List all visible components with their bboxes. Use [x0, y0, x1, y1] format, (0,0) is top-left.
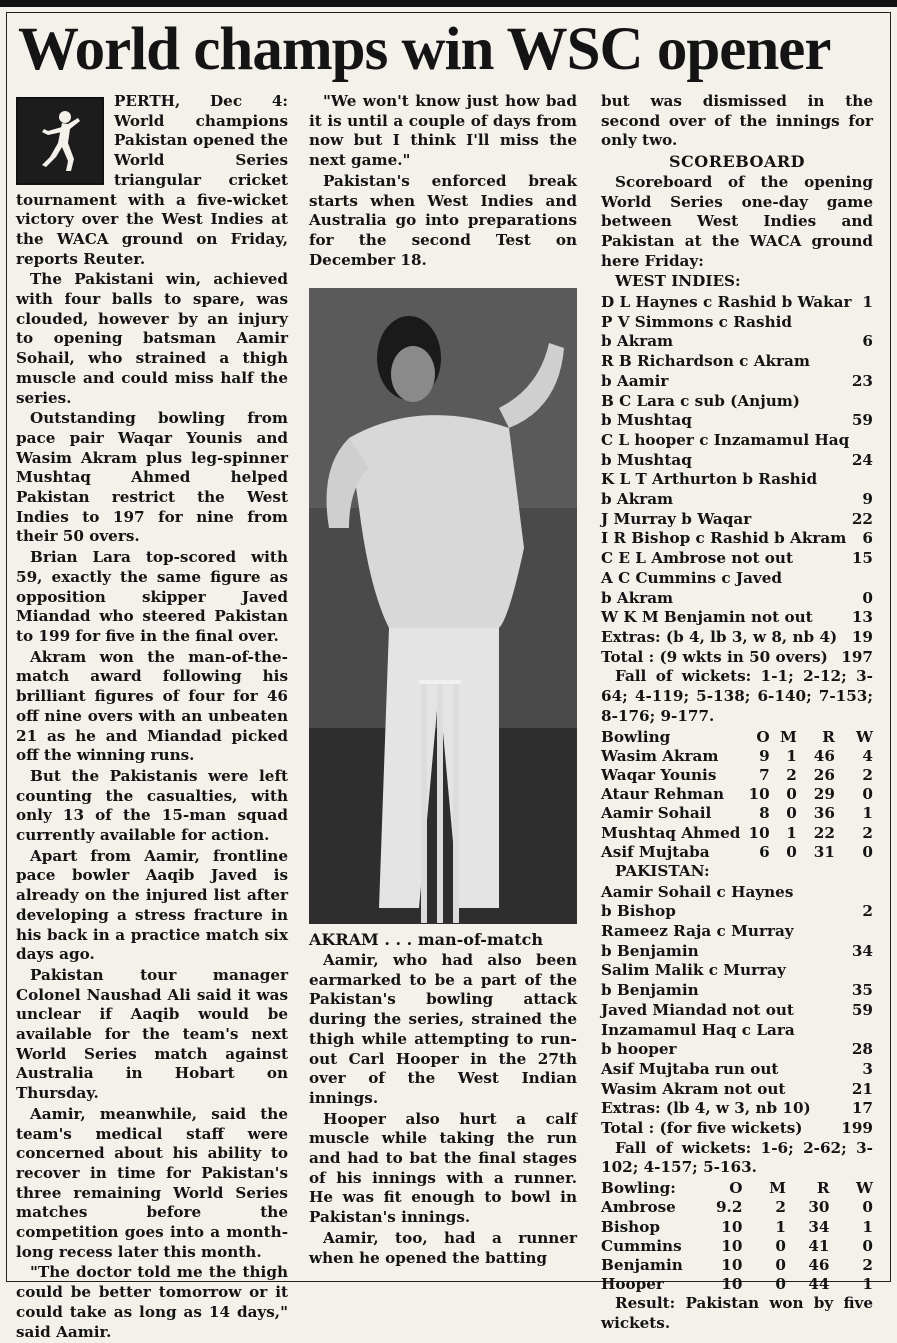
article-paragraph: Aamir, who had also been earmarked to be a part of the Pakistan's bowling attack during the series, strained the thigh while attempting to run-out Carl Hooper in the 27th over of the West Indian innings. — [309, 951, 577, 1107]
bowling-cell: 31 — [813, 842, 835, 861]
batsman-dismissal: D L Haynes c Rashid b Wakar — [601, 293, 852, 312]
batsman-runs: 34 — [851, 941, 873, 960]
bowling-row — [601, 747, 873, 766]
batsman-dismissal: Extras: (b 4, lb 3, w 8, nb 4) — [601, 627, 838, 646]
batting-line — [601, 569, 873, 589]
batsman-runs — [867, 569, 873, 589]
batting-line — [601, 529, 873, 549]
batting-line — [601, 628, 873, 648]
batsman-runs — [867, 961, 873, 981]
batting-line — [601, 490, 873, 510]
column-1 — [16, 92, 288, 1343]
batting-line — [601, 648, 873, 668]
batting-line — [601, 1099, 873, 1119]
bowling-header-cell: R — [816, 1179, 830, 1198]
batting-line — [601, 293, 873, 313]
batting-line — [601, 589, 873, 609]
bowling-cell: 10 — [748, 823, 770, 842]
batting-line — [601, 981, 873, 1001]
bowling-cell: 1 — [862, 1217, 873, 1236]
batsman-runs: 9 — [862, 490, 873, 509]
bowler-silhouette-icon — [18, 99, 102, 183]
bowling-cell: 0 — [862, 842, 873, 861]
article-paragraph: PERTH, Dec 4: World champions Pakistan opened the World Series triangular cricket tournament with a five-wicket victory over the West Indies at the WACA ground on Friday, reports Reuter. — [16, 92, 288, 268]
column-2-top — [309, 92, 577, 270]
bowling-cell: Cummins — [601, 1236, 682, 1255]
bowling-cell: 0 — [862, 785, 873, 804]
bowling-cell: 0 — [786, 842, 797, 861]
batsman-runs: 13 — [851, 608, 873, 627]
batsman-dismissal: b Benjamin — [601, 941, 699, 960]
bowling-cell: Wasim Akram — [601, 746, 719, 765]
batsman-runs: 21 — [851, 1079, 873, 1098]
batsman-runs: 1 — [862, 293, 873, 312]
batsman-runs: 3 — [862, 1059, 873, 1078]
batsman-dismissal: Javed Miandad not out — [601, 1000, 794, 1019]
bowling-cell: 6 — [759, 842, 770, 861]
batting-line — [601, 1021, 873, 1041]
bowler-photo-icon — [309, 288, 577, 924]
bowling-cell: Mushtaq Ahmed — [601, 823, 741, 842]
bowling-cell: Ataur Rehman — [601, 785, 724, 804]
wi-fall-of-wickets: Fall of wickets: 1-1; 2-12; 3-64; 4-119; 5-138; 6-140; 7-153; 8-176; 9-177. — [601, 667, 873, 725]
batsman-runs: 28 — [851, 1040, 873, 1059]
article-paragraph: Outstanding bowling from pace pair Waqar Younis and Wasim Akram plus leg-spinner Mushtaq Ahmed helped Pakistan restrict the West Indies to 197 for nine from their 50 overs. — [16, 409, 288, 546]
batsman-runs: 35 — [851, 981, 873, 1000]
bowling-header-cell: W — [855, 1179, 873, 1198]
bowling-cell: 4 — [862, 746, 873, 765]
bowling-cell: 1 — [775, 1217, 786, 1236]
bowling-row — [601, 766, 873, 785]
batsman-dismissal: Salim Malik c Murray — [601, 961, 786, 980]
batsman-dismissal: Rameez Raja c Murray — [601, 922, 794, 941]
column-2 — [309, 92, 577, 1269]
batsman-dismissal: K L T Arthurton b Rashid — [601, 470, 818, 489]
bowling-cell: 46 — [813, 746, 835, 765]
pak-fall-of-wickets: Fall of wickets: 1-6; 2-62; 3-102; 4-157; 5-163. — [601, 1138, 873, 1177]
batsman-runs — [867, 392, 873, 412]
batsman-runs — [867, 352, 873, 372]
batting-line — [601, 352, 873, 372]
batsman-dismissal: B C Lara c sub (Anjum) — [601, 391, 800, 410]
batsman-dismissal: b Mushtaq — [601, 411, 692, 430]
photo-caption: AKRAM . . . man-of-match — [309, 930, 543, 950]
batting-line — [601, 942, 873, 962]
top-rule — [0, 0, 897, 7]
scoreboard-intro: Scoreboard of the opening World Series one-day game between West Indies and Pakistan at the WACA ground here Friday: — [601, 172, 873, 270]
bowling-header-cell: O — [729, 1179, 743, 1198]
batsman-runs — [867, 922, 873, 942]
batsman-runs — [867, 431, 873, 451]
article-paragraph: Pakistan tour manager Colonel Naushad Ali said it was unclear if Aaqib would be available for the team's next World Series match against Australia in Hobart on Thursday. — [16, 965, 288, 1103]
bowling-cell: Hooper — [601, 1275, 664, 1294]
bowling-cell: 2 — [862, 823, 873, 842]
batsman-runs: 15 — [851, 549, 873, 568]
bowling-cell: Ambrose — [601, 1198, 676, 1217]
article-paragraph: Brian Lara top-scored with 59, exactly the same figure as opposition skipper Javed Miandad who steered Pakistan to 199 for five in the final over. — [16, 548, 288, 645]
bowling-header-cell: M — [769, 1179, 786, 1198]
bowling-cell: 2 — [862, 765, 873, 784]
article-paragraph: But the Pakistanis were left counting the casualties, with only 13 of the 15-man squad currently available for action. — [16, 766, 288, 845]
bowling-cell: 34 — [808, 1217, 830, 1236]
bowling-cell: 22 — [813, 823, 835, 842]
bowling-cell: 0 — [786, 785, 797, 804]
batsman-runs: 199 — [841, 1119, 873, 1138]
wi-batting — [601, 293, 873, 667]
column-1-body — [16, 92, 288, 1342]
batting-line — [601, 608, 873, 628]
bowling-cell: 0 — [775, 1255, 786, 1274]
bowling-cell: 10 — [721, 1255, 743, 1274]
batsman-runs: 6 — [862, 529, 873, 548]
bowling-cell: 2 — [775, 1198, 786, 1217]
batsman-dismissal: b Akram — [601, 588, 674, 607]
bowling-header-row — [601, 728, 873, 747]
wi-bowling-table — [601, 1179, 873, 1294]
batting-line — [601, 1060, 873, 1080]
pak-bowling-table — [601, 728, 873, 862]
column-3 — [601, 92, 873, 1335]
article-paragraph: "We won't know just how bad it is until a couple of days from now but I think I'll miss the next game." — [309, 92, 577, 170]
batsman-runs: 23 — [851, 371, 873, 390]
bowling-cell: 29 — [813, 785, 835, 804]
column-3-continuation: but was dismissed in the second over of the innings for only two. — [601, 92, 873, 150]
bowling-cell: Benjamin — [601, 1255, 683, 1274]
bowling-row — [601, 804, 873, 823]
batsman-runs: 22 — [851, 509, 873, 528]
bowling-cell: Waqar Younis — [601, 765, 717, 784]
bowling-cell: 9.2 — [715, 1198, 743, 1217]
batting-line — [601, 883, 873, 903]
bowling-cell: 9 — [759, 746, 770, 765]
batting-line — [601, 922, 873, 942]
bowling-row — [601, 824, 873, 843]
bowling-row — [601, 843, 873, 862]
batting-line — [601, 1040, 873, 1060]
batsman-dismissal: Aamir Sohail c Haynes — [601, 882, 794, 901]
pak-heading: PAKISTAN: — [615, 861, 710, 880]
wi-heading: WEST INDIES: — [615, 272, 741, 291]
batsman-runs — [867, 1021, 873, 1041]
batsman-runs — [867, 470, 873, 490]
bowling-header-cell: Bowling — [601, 727, 671, 746]
batsman-dismissal: A C Cummins c Javed — [601, 568, 783, 587]
bowling-cell: 1 — [786, 746, 797, 765]
article-paragraph: Hooper also hurt a calf muscle while taking the run and had to bat the final stages of his innings with a runner. He was fit enough to bowl in Pakistan's innings. — [309, 1109, 577, 1227]
bowling-header-cell: O — [756, 727, 770, 746]
article-paragraph: Apart from Aamir, frontline pace bowler Aaqib Javed is already on the injured list after developing a stress fracture in his back in a practice match six days ago. — [16, 846, 288, 964]
bowling-cell: 26 — [813, 765, 835, 784]
batsman-dismissal: Wasim Akram not out — [601, 1079, 786, 1098]
bowling-header-cell: W — [855, 727, 873, 746]
batsman-dismissal: R B Richardson c Akram — [601, 352, 810, 371]
batsman-runs: 2 — [862, 902, 873, 921]
batsman-runs: 59 — [851, 1000, 873, 1019]
batsman-runs: 6 — [862, 332, 873, 351]
bowling-row — [601, 1198, 873, 1217]
batting-line — [601, 1001, 873, 1021]
batting-line — [601, 1080, 873, 1100]
batsman-dismissal: b Bishop — [601, 902, 676, 921]
bowling-cell: 46 — [808, 1255, 830, 1274]
batsman-dismissal: Inzamamul Haq c Lara — [601, 1020, 795, 1039]
bowling-cell: 0 — [775, 1275, 786, 1294]
batsman-dismissal: W K M Benjamin not out — [601, 608, 813, 627]
bowling-cell: 0 — [775, 1236, 786, 1255]
bowling-cell: 1 — [786, 823, 797, 842]
batsman-dismissal: b Aamir — [601, 371, 669, 390]
bowling-cell: 41 — [808, 1236, 830, 1255]
batsman-runs — [867, 313, 873, 333]
batting-line — [601, 1119, 873, 1139]
bowling-cell: 0 — [862, 1236, 873, 1255]
bowling-cell: 30 — [808, 1198, 830, 1217]
bowling-cell: 10 — [721, 1217, 743, 1236]
batsman-runs: 59 — [851, 411, 873, 430]
bowling-row — [601, 785, 873, 804]
batsman-dismissal: Total : (for five wickets) — [601, 1119, 803, 1138]
article-paragraph: "The doctor told me the thigh could be better tomorrow or it could take as long as 14 days," said Aamir. — [16, 1263, 288, 1341]
batsman-runs: 17 — [851, 1099, 873, 1118]
batsman-runs: 0 — [862, 588, 873, 607]
pak-batting — [601, 883, 873, 1139]
batsman-runs — [867, 883, 873, 903]
photo-akram — [309, 288, 577, 924]
batting-line — [601, 902, 873, 922]
bowling-cell: 1 — [862, 804, 873, 823]
batting-line — [601, 549, 873, 569]
batsman-dismissal: b Akram — [601, 490, 674, 509]
article-paragraph: Aamir, meanwhile, said the team's medical staff were concerned about his ability to recover in time for Pakistan's three remaining World Series matches before the competition goes into a month-long recess later this month. — [16, 1104, 288, 1261]
batsman-dismissal: b Benjamin — [601, 981, 699, 1000]
batting-line — [601, 470, 873, 490]
bowling-cell: Bishop — [601, 1217, 660, 1236]
bowling-cell: 2 — [862, 1255, 873, 1274]
batting-line — [601, 411, 873, 431]
bowling-header-cell: M — [780, 727, 797, 746]
article-paragraph: Aamir, too, had a runner when he opened the batting — [309, 1228, 577, 1267]
batsman-dismissal: b Akram — [601, 332, 674, 351]
bowling-cell: 2 — [786, 765, 797, 784]
bowling-cell: 0 — [862, 1198, 873, 1217]
batsman-dismissal: Total : (9 wkts in 50 overs) — [601, 647, 828, 666]
bowling-cell: 10 — [748, 785, 770, 804]
batsman-dismissal: Extras: (lb 4, w 3, nb 10) — [601, 1099, 811, 1118]
headline: World champs win WSC opener — [18, 16, 831, 83]
bowling-row — [601, 1218, 873, 1237]
bowling-cell: 7 — [759, 765, 770, 784]
batting-line — [601, 431, 873, 451]
bowling-row — [601, 1256, 873, 1275]
batting-line — [601, 961, 873, 981]
batsman-dismissal: Asif Mujtaba run out — [601, 1059, 779, 1078]
batsman-runs: 197 — [841, 647, 873, 666]
bowling-cell: 10 — [721, 1275, 743, 1294]
bowling-cell: 0 — [786, 804, 797, 823]
article-paragraph: Pakistan's enforced break starts when West Indies and Australia go into preparations for the second Test on December 18. — [309, 171, 577, 269]
article-paragraph: Akram won the man-of-the-match award following his brilliant figures of four for 46 off nine overs with an unbeaten 21 as he and Miandad picked off the winning runs. — [16, 647, 288, 765]
bowling-cell: Asif Mujtaba — [601, 842, 710, 861]
batting-line — [601, 313, 873, 333]
batsman-runs: 24 — [851, 450, 873, 469]
batsman-dismissal: b Mushtaq — [601, 450, 692, 469]
batsman-dismissal: I R Bishop c Rashid b Akram — [601, 529, 847, 548]
batting-line — [601, 332, 873, 352]
bowling-row — [601, 1237, 873, 1256]
batsman-runs: 19 — [851, 627, 873, 646]
batting-line — [601, 372, 873, 392]
bowling-cell: Aamir Sohail — [601, 804, 712, 823]
cricket-logo — [16, 97, 104, 185]
bowling-row — [601, 1275, 873, 1294]
batting-line — [601, 510, 873, 530]
bowling-cell: 44 — [808, 1275, 830, 1294]
batsman-dismissal: C E L Ambrose not out — [601, 549, 793, 568]
bowling-cell: 8 — [759, 804, 770, 823]
bowling-cell: 1 — [862, 1275, 873, 1294]
batsman-dismissal: P V Simmons c Rashid — [601, 312, 792, 331]
bowling-header-row — [601, 1179, 873, 1198]
bowling-cell: 10 — [721, 1236, 743, 1255]
match-result: Result: Pakistan won by five wickets. — [601, 1294, 873, 1333]
article-paragraph: The Pakistani win, achieved with four balls to spare, was clouded, however by an injury to opening batsman Aamir Sohail, who strained a thigh muscle and could miss half the series. — [16, 270, 288, 407]
bowling-header-cell: R — [822, 727, 835, 746]
batsman-dismissal: C L hooper c Inzamamul Haq — [601, 430, 850, 449]
column-2-bottom — [309, 951, 577, 1268]
batsman-dismissal: b hooper — [601, 1040, 677, 1059]
batting-line — [601, 451, 873, 471]
batsman-dismissal: J Murray b Waqar — [601, 509, 752, 528]
bowling-header-cell: Bowling: — [601, 1179, 676, 1198]
bowling-cell: 36 — [813, 804, 835, 823]
scoreboard-title: SCOREBOARD — [668, 152, 806, 172]
batting-line — [601, 392, 873, 412]
